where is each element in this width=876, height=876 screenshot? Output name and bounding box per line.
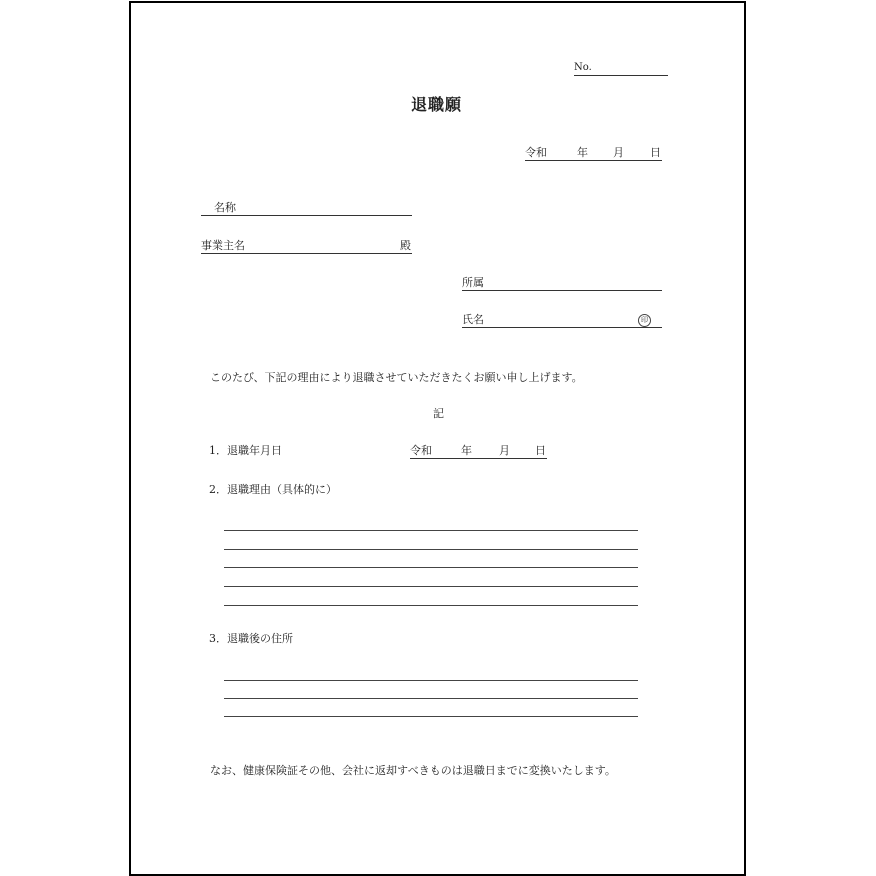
document-number-label: No. [574, 62, 592, 73]
reason-line [224, 530, 638, 531]
date-month: 月 [613, 146, 624, 159]
page-title: 退職願 [411, 95, 463, 114]
address-line [224, 698, 638, 699]
employer-name-field [201, 239, 412, 254]
item3-label: 3．退職後の住所 [209, 632, 293, 645]
reason-line [224, 586, 638, 587]
intro-sentence: このたび、下記の理由により退職させていただきたくお願い申し上げます。 [210, 371, 583, 384]
affiliation-field [462, 276, 662, 291]
honorific-dono: 殿 [400, 239, 411, 252]
applicant-name-label: 氏名 [462, 313, 484, 326]
item2-label: 2．退職理由（具体的に） [209, 483, 337, 496]
address-line [224, 716, 638, 717]
reason-line [224, 605, 638, 606]
submission-date [525, 146, 662, 161]
closing-sentence: なお、健康保険証その他、会社に返却すべきものは退職日までに変換いたします。 [210, 764, 616, 777]
date-era: 令和 [525, 146, 547, 159]
reason-line [224, 567, 638, 568]
ki-heading: 記 [433, 407, 444, 420]
document-number-field [574, 61, 668, 76]
document-page [129, 1, 746, 876]
applicant-name-field [462, 313, 662, 328]
item1-label: 1．退職年月日 [209, 444, 282, 457]
address-line [224, 680, 638, 681]
employer-name-label: 事業主名 [201, 239, 245, 252]
seal-mark-icon: 印 [638, 314, 651, 327]
affiliation-label: 所属 [462, 276, 484, 289]
company-name-field [201, 201, 412, 216]
reason-line [224, 549, 638, 550]
company-name-label: 名称 [214, 201, 236, 214]
retirement-date-year: 年 [461, 444, 472, 457]
retirement-date-month: 月 [499, 444, 510, 457]
date-day: 日 [650, 146, 661, 159]
retirement-date-day: 日 [535, 444, 546, 457]
retirement-date-era: 令和 [410, 444, 432, 457]
date-year: 年 [577, 146, 588, 159]
retirement-date [410, 444, 547, 459]
